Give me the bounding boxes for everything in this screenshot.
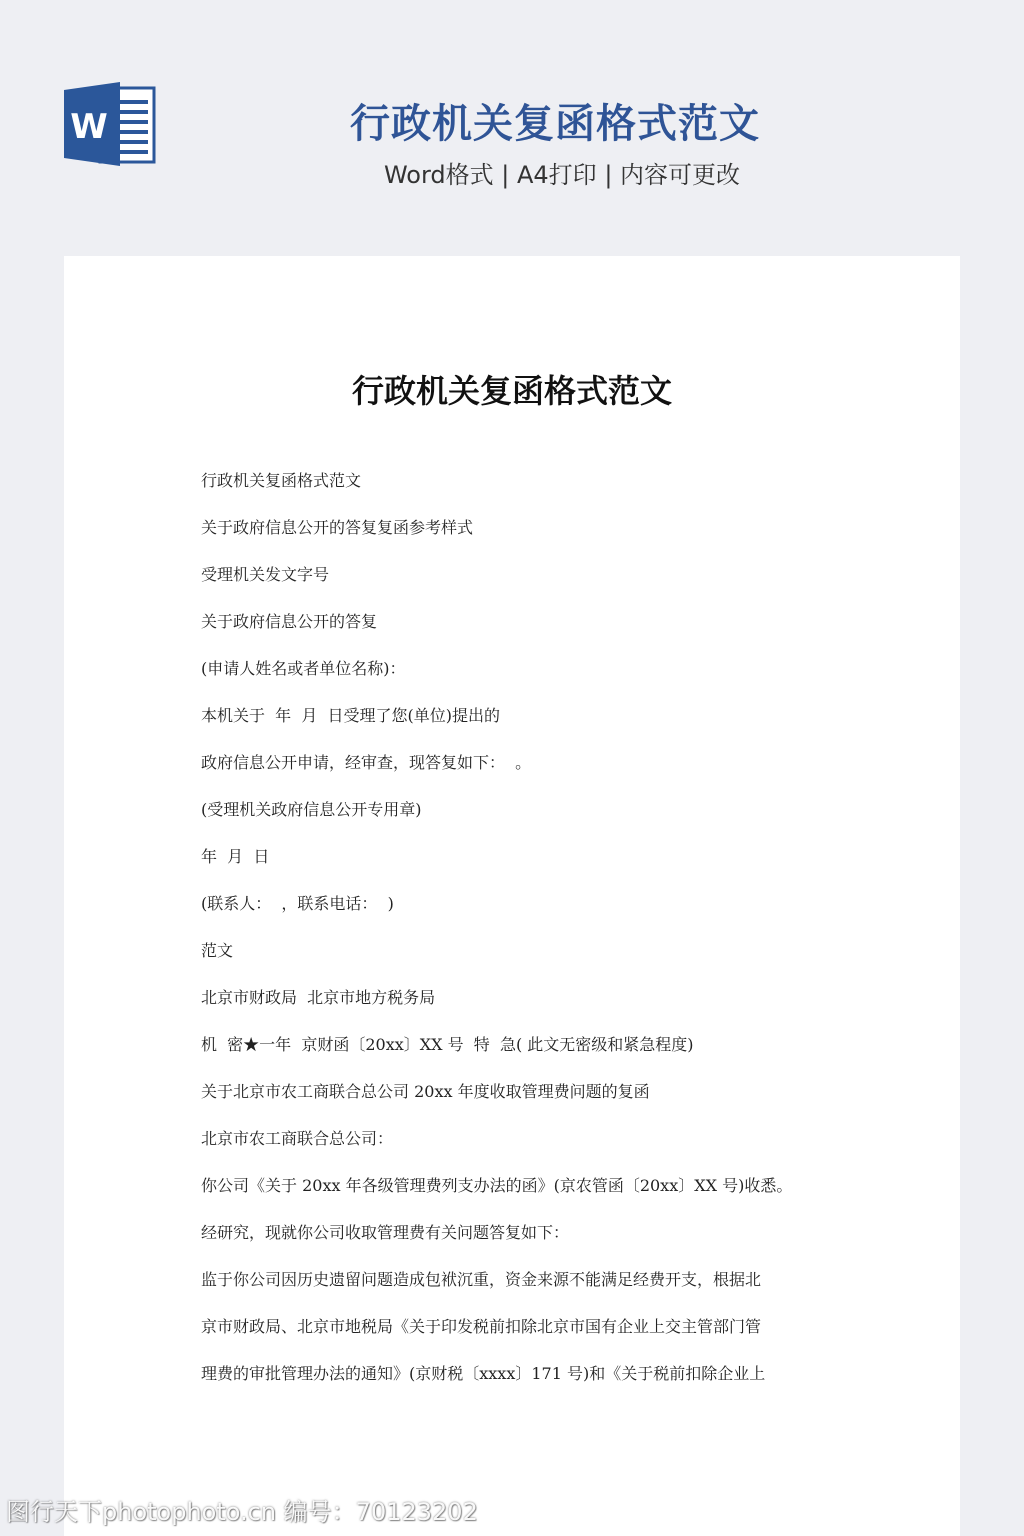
document-line: 监于你公司因历史遗留问题造成包袱沉重，资金来源不能满足经费开支，根据北 [201,1270,762,1289]
document-line: 关于政府信息公开的答复 [201,612,378,631]
document-line: 关于政府信息公开的答复复函参考样式 [201,518,474,537]
document-line: 北京市财政局 北京市地方税务局 [201,988,436,1007]
document-line: (联系人： ，联系电话： ) [201,894,394,913]
document-line: 受理机关发文字号 [201,565,330,584]
document-line: 行政机关复函格式范文 [201,471,362,490]
document-line: 政府信息公开申请，经审查，现答复如下： 。 [201,753,532,772]
page-title: 行政机关复函格式范文 [350,101,760,147]
document-line: 理费的审批管理办法的通知》(京财税〔xxxx〕171 号)和《关于税前扣除企业上 [201,1364,766,1383]
document-body [201,468,841,1408]
page-subtitle: Word格式 | A4打印 | 内容可更改 [383,161,741,189]
word-document-icon [64,82,158,166]
page-header [0,0,1024,250]
document-line: 年 月 日 [201,847,270,866]
document-line: 关于北京市农工商联合总公司 20xx 年度收取管理费问题的复函 [201,1082,650,1101]
document-line: 你公司《关于 20xx 年各级管理费列支办法的函》(京农管函〔20xx〕XX 号)收悉。 [201,1176,793,1195]
document-line: (受理机关政府信息公开专用章) [201,800,422,819]
word-logo-letter: W [70,107,108,147]
document-line: 经研究，现就你公司收取管理费有关问题答复如下： [201,1223,570,1242]
document-line: 机 密★一年 京财函〔20xx〕XX 号 特 急( 此文无密级和紧急程度) [201,1035,694,1054]
document-page [64,256,960,1536]
watermark: 图行天下photophoto.cn 编号：70123202 [6,1498,478,1526]
document-title: 行政机关复函格式范文 [351,372,672,410]
document-line: 京市财政局、北京市地税局《关于印发税前扣除北京市国有企业上交主管部门管 [201,1317,762,1336]
document-line: 本机关于 年 月 日受理了您(单位)提出的 [201,706,501,725]
document-line: 北京市农工商联合总公司： [201,1129,394,1148]
document-line: (申请人姓名或者单位名称)： [201,659,406,678]
document-line: 范文 [201,941,234,960]
